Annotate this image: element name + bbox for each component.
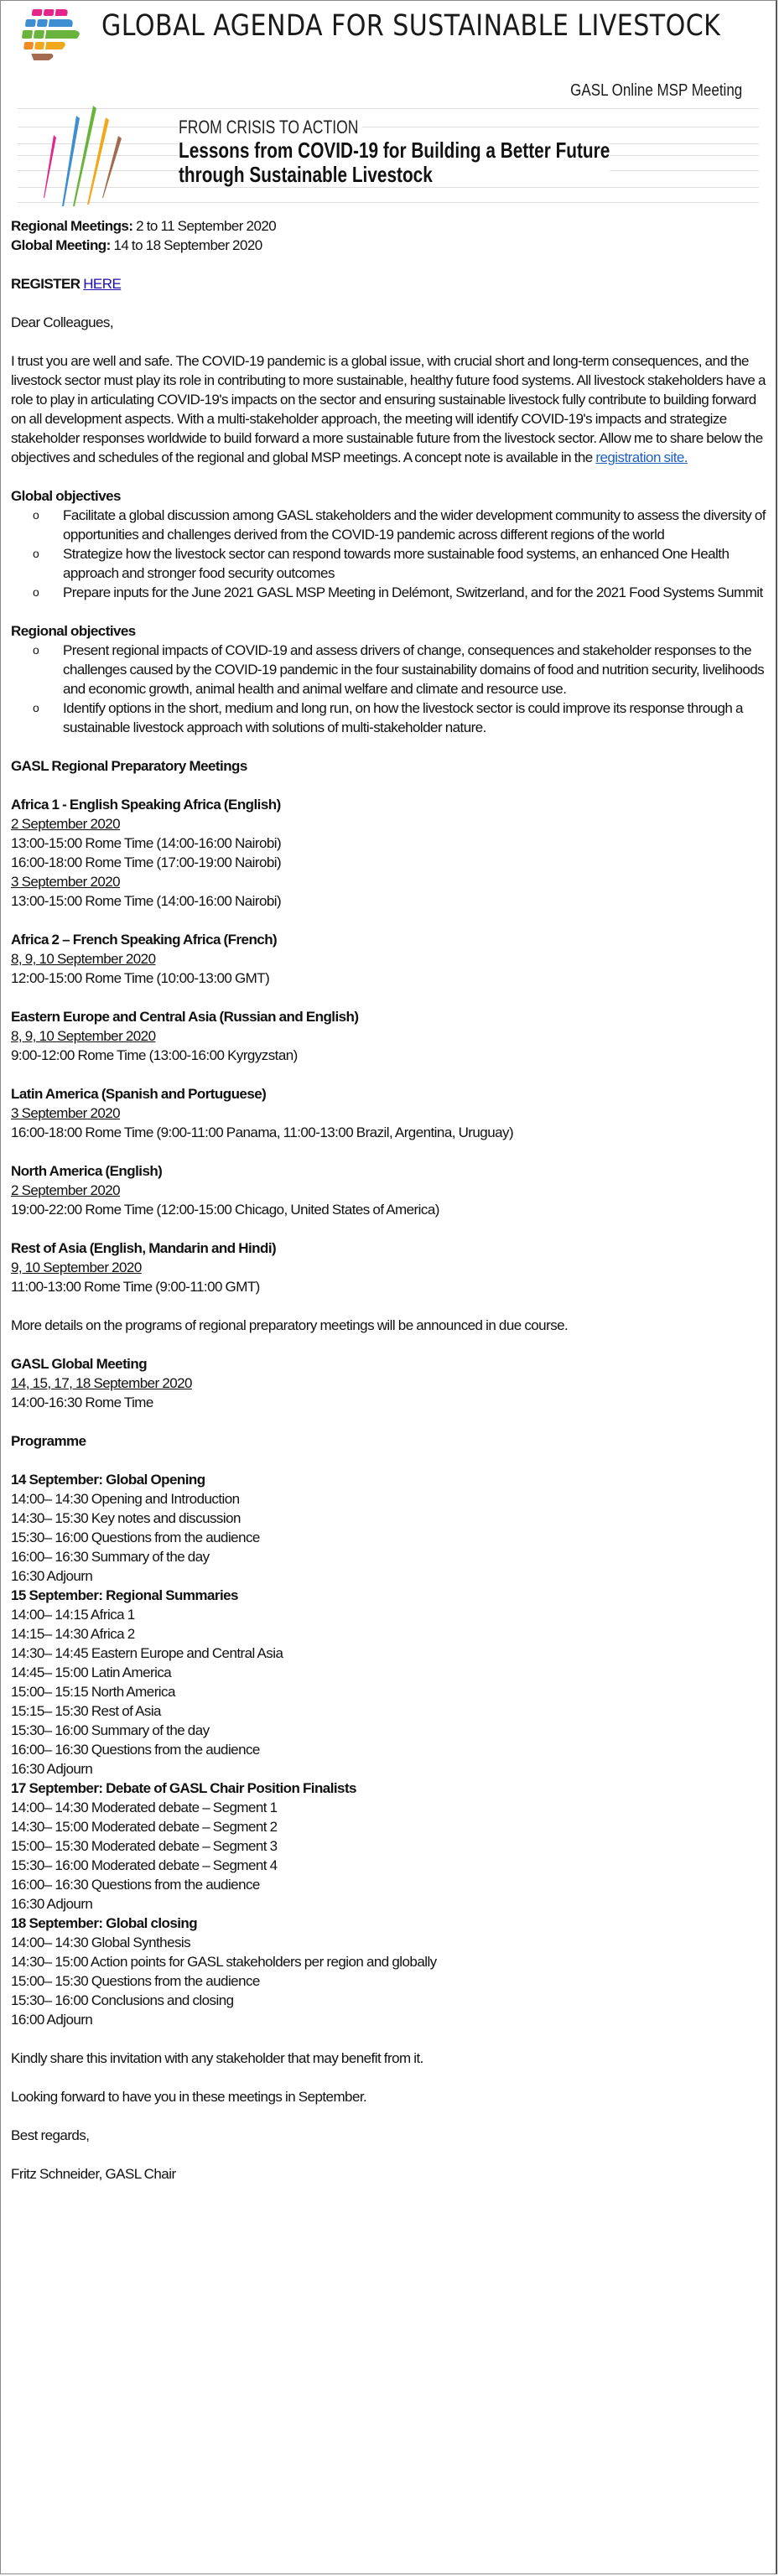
programme-item: 14:30– 15:30 Key notes and discussion — [11, 1510, 241, 1526]
regards: Best regards, — [11, 2127, 90, 2143]
programme-item: 14:30– 14:45 Eastern Europe and Central Asia — [11, 1645, 283, 1661]
share-note: Kindly share this invitation with any stakeholder that may benefit from it. — [11, 2050, 423, 2066]
greeting: Dear Colleagues, — [11, 314, 114, 330]
list-item: o Present regional impacts of COVID-19 and assess drivers of change, consequences and stakeholder responses to the challenges caused by the COVID-19 pandemic in the four sustainability domains of food and nutrition security, livelihoods and economic growth, animal health and animal welfare and climate and resource use. — [63, 641, 770, 699]
register-here-link[interactable]: HERE — [83, 276, 122, 292]
programme-item: 15:00– 15:30 Questions from the audience — [11, 1973, 260, 1989]
list-item: o Facilitate a global discussion among GASL stakeholders and the wider development community to assess the diversity of opportunities and challenges derived from the COVID-19 pandemic across different regions of the world — [63, 506, 770, 544]
list-item: o Strategize how the livestock sector can respond towards more sustainable food systems, an enhanced One Health approach and stronger food security outcomes — [63, 544, 770, 583]
signature: Fritz Schneider, GASL Chair — [11, 2166, 176, 2182]
programme-item: 15:00– 15:15 North America — [11, 1684, 175, 1700]
region-name: Rest of Asia (English, Mandarin and Hindi) — [11, 1240, 277, 1256]
session-date: 3 September 2020 — [11, 874, 121, 890]
region-name: Africa 1 - English Speaking Africa (English) — [11, 797, 281, 813]
session-time: 9:00-12:00 Rome Time (13:00-16:00 Kyrgyzstan) — [11, 1047, 298, 1063]
subtitle: FROM CRISIS TO ACTION — [179, 117, 362, 138]
programme-item: 14:00– 14:30 Moderated debate – Segment 1 — [11, 1800, 278, 1815]
session-time: 16:00-18:00 Rome Time (17:00-19:00 Nairobi) — [11, 854, 282, 870]
session-time: 16:00-18:00 Rome Time (9:00-11:00 Panama, 11:00-13:00 Brazil, Argentina, Uruguay) — [11, 1124, 514, 1140]
programme-item: 14:15– 14:30 Africa 2 — [11, 1626, 135, 1642]
org-title: GLOBAL AGENDA FOR SUSTAINABLE LIVESTOCK — [101, 9, 721, 43]
meeting-label: GASL Online MSP Meeting — [569, 81, 742, 100]
programme-day-title: 14 September: Global Opening — [11, 1472, 205, 1488]
programme-item: 14:00– 14:30 Opening and Introduction — [11, 1491, 240, 1507]
programme-item: 15:30– 16:00 Questions from the audience — [11, 1530, 260, 1545]
header-banner — [1, 1, 776, 206]
color-streaks-icon — [26, 106, 135, 206]
region-name: Latin America (Spanish and Portuguese) — [11, 1086, 267, 1102]
programme-day-title: 15 September: Regional Summaries — [11, 1587, 238, 1603]
region-name: North America (English) — [11, 1163, 163, 1179]
session-time: 19:00-22:00 Rome Time (12:00-15:00 Chicago, United States of America) — [11, 1202, 439, 1218]
programme-item: 15:15– 15:30 Rest of Asia — [11, 1703, 161, 1719]
programme-title: Programme — [11, 1433, 86, 1449]
programme-item: 16:30 Adjourn — [11, 1761, 93, 1777]
session-time: 12:00-15:00 Rome Time (10:00-13:00 GMT) — [11, 970, 270, 986]
programme-item: 14:00– 14:15 Africa 1 — [11, 1607, 135, 1623]
global-dates — [11, 236, 770, 255]
regional-meetings-title: GASL Regional Preparatory Meetings — [11, 758, 247, 774]
global-meeting-date: 14, 15, 17, 18 September 2020 — [11, 1375, 192, 1391]
regional-objectives-title: Regional objectives — [11, 623, 136, 639]
global-objectives-list — [11, 506, 770, 602]
programme-item: 15:00– 15:30 Moderated debate – Segment 3 — [11, 1838, 278, 1854]
headline — [179, 138, 610, 187]
gasl-globe-logo-icon — [21, 8, 90, 68]
looking-forward: Looking forward to have you in these meetings in September. — [11, 2089, 367, 2105]
regional-dates-value: 2 to 11 September 2020 — [132, 218, 277, 234]
headline-line: through Sustainable Livestock — [179, 162, 433, 187]
email-body — [11, 216, 770, 2184]
regional-dates-label: Regional Meetings: — [11, 218, 133, 234]
global-meeting-time: 14:00-16:30 Rome Time — [11, 1394, 153, 1410]
region-name: Eastern Europe and Central Asia (Russian and English) — [11, 1009, 359, 1025]
programme-day-title: 17 September: Debate of GASL Chair Position Finalists — [11, 1780, 356, 1796]
programme-item: 16:00– 16:30 Questions from the audience — [11, 1877, 260, 1893]
programme-item: 14:45– 15:00 Latin America — [11, 1665, 172, 1680]
programme-item: 16:30 Adjourn — [11, 1568, 93, 1584]
register-line — [11, 274, 770, 293]
programme-item: 15:30– 16:00 Conclusions and closing — [11, 1992, 234, 2008]
programme-item: 16:30 Adjourn — [11, 1896, 93, 1912]
programme-item: 15:30– 16:00 Moderated debate – Segment 4 — [11, 1857, 278, 1873]
intro-text: I trust you are well and safe. The COVID-19 pandemic is a global issue, with crucial short and long-term consequences, and the livestock sector must play its role in contributing to more sustainable, healthy future food systems. All livestock stakeholders have a role to play in articulating COVID-19's impacts on the sector and ensuring sustainable livestock fully contribute to building forward on all development aspects. With a multi-stakeholder approach, the meeting will identify COVID-19's impacts and strategize stakeholder responses worldwide to build forward a more sustainable future from the livestock sector. Allow me to share below the objectives and schedules of the regional and global MSP meetings. A concept note is available in the — [11, 353, 766, 465]
global-dates-value: 14 to 18 September 2020 — [110, 237, 262, 253]
session-time: 13:00-15:00 Rome Time (14:00-16:00 Nairobi) — [11, 893, 282, 909]
list-item: o Identify options in the short, medium and long run, on how the livestock sector is could improve its response through a sustainable livestock approach with solutions of multi-stakeholder nature. — [63, 699, 770, 737]
session-date: 2 September 2020 — [11, 1182, 121, 1198]
session-date: 2 September 2020 — [11, 816, 121, 832]
programme-item: 14:30– 15:00 Moderated debate – Segment 2 — [11, 1819, 278, 1835]
programme-item: 15:30– 16:00 Summary of the day — [11, 1722, 210, 1738]
register-label: REGISTER — [11, 276, 80, 292]
programme-item: 14:30– 15:00 Action points for GASL stakeholders per region and globally — [11, 1954, 437, 1970]
programme-item: 16:00 Adjourn — [11, 2012, 93, 2028]
session-time: 13:00-15:00 Rome Time (14:00-16:00 Nairobi) — [11, 835, 282, 851]
global-meeting-title: GASL Global Meeting — [11, 1356, 148, 1372]
regional-meetings-note: More details on the programs of regional preparatory meetings will be announced in due course. — [11, 1317, 569, 1333]
session-date: 3 September 2020 — [11, 1105, 121, 1121]
region-name: Africa 2 – French Speaking Africa (French) — [11, 932, 278, 948]
regional-objectives-list — [11, 641, 770, 737]
session-date: 8, 9, 10 September 2020 — [11, 1028, 156, 1044]
intro-paragraph — [11, 351, 770, 467]
global-dates-label: Global Meeting: — [11, 237, 111, 253]
global-objectives-title: Global objectives — [11, 488, 121, 504]
programme-item: 14:00– 14:30 Global Synthesis — [11, 1935, 191, 1950]
programme-day-title: 18 September: Global closing — [11, 1915, 198, 1931]
headline-line: Lessons from COVID-19 for Building a Better Future — [179, 138, 610, 163]
regional-dates — [11, 216, 770, 236]
programme-item: 16:00– 16:30 Questions from the audience — [11, 1742, 260, 1758]
list-item: o Prepare inputs for the June 2021 GASL MSP Meeting in Delémont, Switzerland, and for the 2021 Food Systems Summit — [63, 583, 770, 602]
programme-item: 16:00– 16:30 Summary of the day — [11, 1549, 210, 1565]
session-time: 11:00-13:00 Rome Time (9:00-11:00 GMT) — [11, 1279, 260, 1295]
registration-site-link[interactable]: registration site. — [595, 449, 688, 465]
session-date: 8, 9, 10 September 2020 — [11, 951, 156, 967]
session-date: 9, 10 September 2020 — [11, 1259, 142, 1275]
